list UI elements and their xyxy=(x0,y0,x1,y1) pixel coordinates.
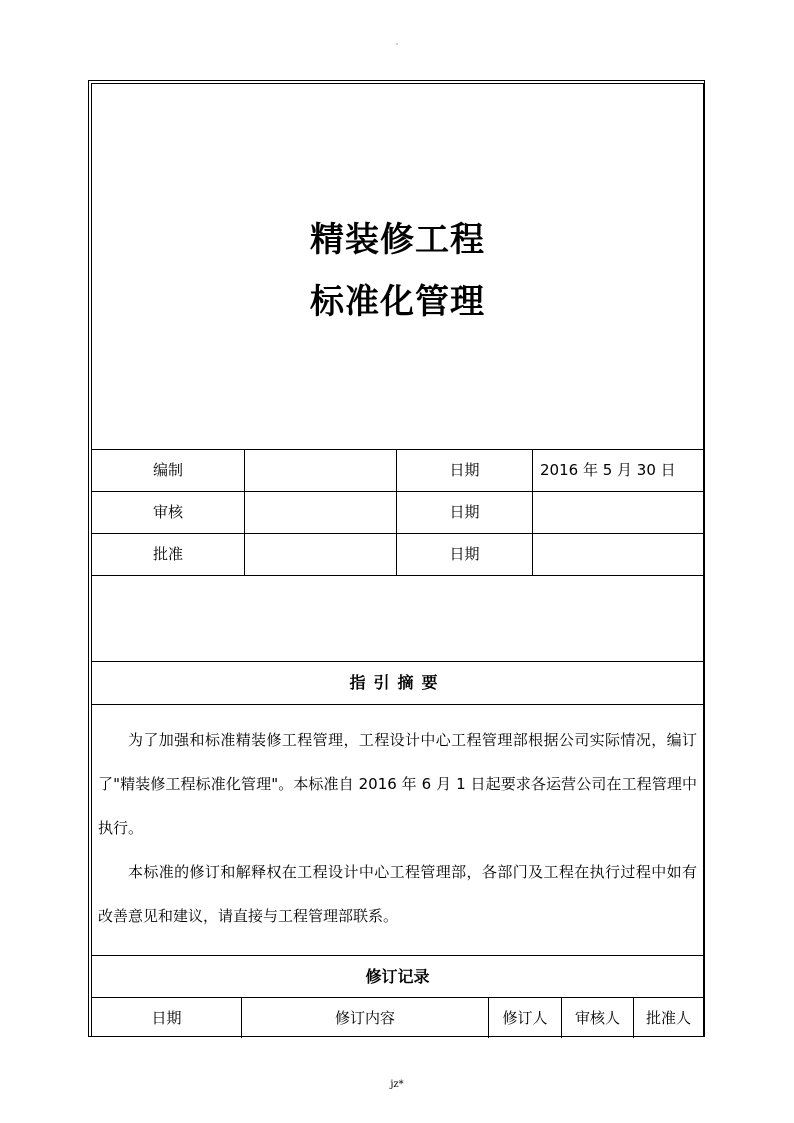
signoff-date-label: 日期 xyxy=(397,534,533,575)
revision-header-row xyxy=(92,998,703,1038)
signoff-value xyxy=(245,492,397,533)
guide-heading: 指引摘要 xyxy=(92,662,703,705)
revision-col-approver: 批准人 xyxy=(645,1009,691,1027)
signoff-date-label: 日期 xyxy=(397,492,533,533)
title-block xyxy=(92,84,703,450)
signoff-label: 审核 xyxy=(92,492,245,533)
revision-col-content: 修订内容 xyxy=(242,998,489,1038)
guide-paragraph: 本标准的修订和解释权在工程设计中心工程管理部，各部门及工程在执行过程中如有改善意见和建议，请直接与工程管理部联系。 xyxy=(98,863,697,925)
signoff-row-compile xyxy=(92,450,703,492)
blank-section xyxy=(92,577,703,662)
signoff-date-label: 日期 xyxy=(397,450,533,491)
document-title-line-2: 标准化管理 xyxy=(310,282,485,322)
revision-col-reviser: 修订人 xyxy=(489,998,562,1038)
signoff-date-value xyxy=(533,492,703,533)
signoff-date-value: 2016 年 5 月 30 日 xyxy=(540,461,676,479)
document-frame xyxy=(91,83,704,1037)
signoff-label: 批准 xyxy=(92,534,245,575)
signoff-row-approve xyxy=(92,534,703,576)
signoff-date-value xyxy=(533,534,703,575)
guide-paragraph: 为了加强和标准精装修工程管理，工程设计中心工程管理部根据公司实际情况，编订了"精装修工程标准化管理"。本标准自 2016 年 6 月 1 日起要求各运营公司在工程管理中执行。 xyxy=(98,731,697,837)
revision-col-date: 日期 xyxy=(92,998,242,1038)
signoff-value xyxy=(245,450,397,491)
signoff-label: 编制 xyxy=(92,450,245,491)
signoff-value xyxy=(245,534,397,575)
signoff-row-review xyxy=(92,492,703,534)
header-mark: · xyxy=(395,40,399,50)
revision-col-reviewer: 审核人 xyxy=(562,998,634,1038)
document-title-line-1: 精装修工程 xyxy=(310,220,485,260)
revision-heading: 修订记录 xyxy=(92,956,703,998)
guide-body xyxy=(92,705,703,956)
page-footer: jz* xyxy=(390,1079,404,1090)
